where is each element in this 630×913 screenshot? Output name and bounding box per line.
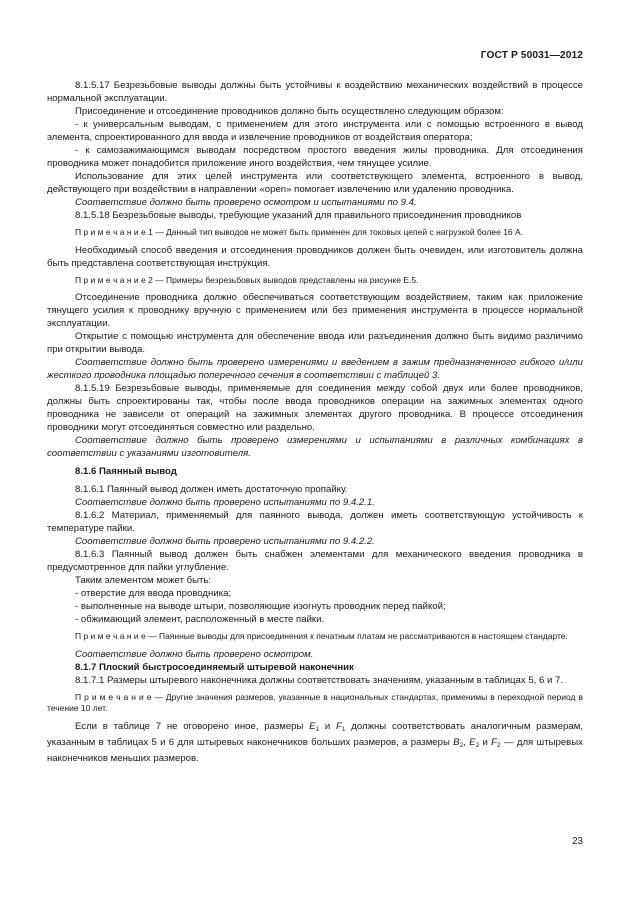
compliance-note: Соответствие должно быть проверено осмотром. — [75, 648, 314, 660]
paragraph: Таким элементом может быть: — [75, 575, 212, 587]
paragraph-8-1-7-1: 8.1.7.1 Размеры штыревого наконечника должны соответствовать значениям, указанным в таблицах 5, 6 и 7. — [75, 674, 564, 686]
compliance-note: Соответствие должно быть проверено измерениями и испытаниями в различных комбинациях в соответствии с указаниями изготовителя. — [47, 435, 583, 460]
section-heading-8-1-6: 8.1.6 Паянный вывод — [75, 466, 177, 478]
page-body — [47, 79, 583, 765]
paragraph: Отсоединение проводника должно обеспечиваться соответствующим воздействием, таким как приложение тянущего усилия к проводнику вручную с применением или без применения инструмента в процессе нормальной эксплуатации. — [47, 292, 583, 330]
note-2 — [47, 275, 583, 287]
note-text: — Паянные выводы для присоединения к печатным платам не рассматриваются в настоящем стандарте. — [145, 631, 568, 642]
paragraph: Использование для этих целей инструмента или соответствующего элемента, встроенного в вывод, действующего при воздействии в направлении «open» помогает извлечению или удалению проводника. — [47, 171, 583, 195]
list-item: - к самозажимающимся выводам посредством простого введения жилы проводника. Для отсоединения проводника может понадобится приложение иного воздействия, чем тянущее усилие. — [47, 145, 583, 169]
list-item: - к универсальным выводам, с применением для этого инструмента или с помощью встроенного в вывод элемента, спроектированного для ввода и извлечение проводников от воздействия оператора; — [47, 119, 583, 143]
note-text: — Данный тип выводов не может быть применен для токовых цепей с нагрузкой более 16 А. — [152, 227, 524, 237]
note-text: — Примеры безрезьбовых выводов представлены на рисунке Е.5. — [152, 274, 419, 285]
paragraph-8-1-5-17: 8.1.5.17 Безрезьбовые выводы должны быть устойчивы к воздействию механических воздействий в процессе нормальной эксплуатации. — [47, 80, 583, 104]
paragraph: Открытие с помощью инструмента для обеспечение ввода или разъединения должно быть видимо различимо при открытии вывода. — [47, 331, 583, 356]
compliance-note: Соответствие должно быть проверено испытаниями по 9.4.2.1. — [75, 497, 375, 509]
section-heading-8-1-7: 8.1.7 Плоский быстросоединяемый штыревой наконечник — [75, 661, 354, 673]
paragraph-8-1-5-18: 8.1.5.18 Безрезьбовые выводы, требующие указаний для правильного присоединения проводников — [75, 210, 522, 221]
note-1 — [47, 227, 583, 239]
note-label: П р и м е ч а н и е — [75, 691, 152, 702]
paragraph-dimensions: Если в таблице 7 не оговорено иное, размеры $E_1$ и $F_1$ должны соответствовать аналогичным размерам, указанным в таблицах 5 и 6 для штыревых наконечников больших размеров, а размеры $B_2$, $E_2$ и $F_2$ — для штыревых наконечников меньших размеров. — [47, 720, 583, 764]
paragraph-8-1-6-1: 8.1.6.1 Паянный вывод должен иметь достаточную пропайку. — [75, 484, 348, 496]
note-label: П р и м е ч а н и е — [75, 631, 146, 642]
list-item: - отверстие для ввода проводника; — [75, 588, 232, 600]
paragraph-8-1-5-19: 8.1.5.19 Безрезьбовые выводы, применяемые для соединения между собой двух или более проводников, должны быть спроектированы так, чтобы после ввода проводников операции на зажимных элементах одного проводника не зависели от операций на зажимных элементах другого проводника. В процессе отсоединения проводники могут отсоединяться совместно или раздельно. — [47, 383, 583, 434]
paragraph: Необходимый способ введения и отсоединения проводников должен быть очевиден, или изготовитель должна быть представлена соответствующая инструкция. — [47, 244, 583, 269]
list-item: - обжимающий элемент, расположенный в месте пайки. — [75, 614, 325, 626]
note-label: П р и м е ч а н и е 2 — [75, 274, 153, 285]
document-header: ГОСТ Р 50031—2012 — [480, 50, 583, 61]
note-3 — [47, 631, 583, 643]
compliance-note: Соответствие должно быть проверено осмотром и испытаниями по 9.4. — [75, 197, 417, 208]
note-text: — Другие значения размеров, указанные в национальных стандартах, применимы в переходной период в течение 10 лет. — [47, 691, 583, 714]
note-label: П р и м е ч а н и е 1 — [75, 227, 153, 237]
note-4 — [47, 692, 583, 715]
page-number: 23 — [572, 836, 583, 847]
paragraph: Присоединение и отсоединение проводников должно быть осуществлено следующим образом: — [75, 106, 504, 117]
paragraph-8-1-6-2: 8.1.6.2 Материал, применяемый для паянного вывода, должен иметь соответствующую устойчивость к температуре пайки. — [47, 510, 583, 535]
compliance-note: Соответствие должно быть проверено измерениями и введением в зажим предназначенного гибкого и/или жесткого проводника площадью поперечного сечения в соответствии с таблицей 3. — [47, 357, 583, 382]
compliance-note: Соответствие должно быть проверено испытаниями по 9.4.2.2. — [75, 536, 375, 548]
paragraph-8-1-6-3: 8.1.6.3 Паянный вывод должен быть снабжен элементами для механического введения проводника в предусмотренное для пайки углубление. — [47, 549, 583, 574]
list-item: - выполненные на выводе штыри, позволяющие изогнуть проводник перед пайкой; — [75, 601, 446, 613]
